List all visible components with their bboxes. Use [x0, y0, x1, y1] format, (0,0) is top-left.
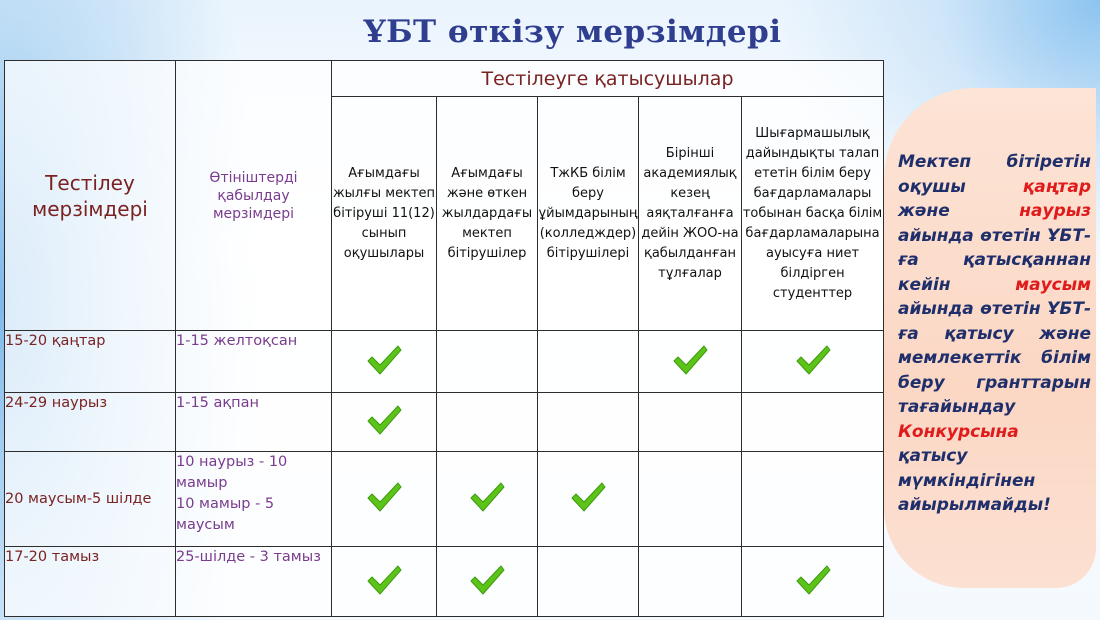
check-mark-icon — [366, 481, 402, 513]
schedule-table — [4, 60, 884, 617]
testing-date: 15-20 қаңтар — [5, 331, 176, 393]
application-date: 10 наурыз - 10 мамыр 10 мамыр - 5 маусым — [176, 452, 332, 547]
category-header: Шығармашылық дайындықты талап ететін білім беру бағдарламалары тобынан басқа білім бағдарламаларына ауысуға ниет білдірген студенттер — [742, 97, 884, 331]
check-mark-icon — [366, 344, 402, 376]
header-participants: Тестілеуге қатысушылар — [332, 61, 884, 97]
category-header: Бірінші академиялық кезең аяқталғанға дейін ЖОО-на қабылданған тұлғалар — [639, 97, 742, 331]
mark-cell — [437, 393, 538, 452]
category-header: ТжКБ білім беру ұйымдарының (колледждер) бітірушілері — [538, 97, 639, 331]
check-mark-icon — [795, 564, 831, 596]
table-row — [5, 331, 884, 393]
mark-cell — [639, 547, 742, 617]
testing-date: 17-20 тамыз — [5, 547, 176, 617]
check-mark-icon — [469, 481, 505, 513]
mark-cell — [742, 452, 884, 547]
testing-date: 20 маусым-5 шілде — [5, 452, 176, 547]
mark-cell — [639, 452, 742, 547]
check-mark-icon — [672, 344, 708, 376]
application-date: 1-15 ақпан — [176, 393, 332, 452]
table-row — [5, 452, 884, 547]
mark-cell — [742, 547, 884, 617]
mark-cell — [332, 393, 437, 452]
check-mark-icon — [366, 564, 402, 596]
testing-date: 24-29 наурыз — [5, 393, 176, 452]
application-date: 25-шілде - 3 тамыз — [176, 547, 332, 617]
category-header: Ағымдағы жылғы мектеп бітіруші 11(12) сынып оқушылары — [332, 97, 437, 331]
category-header: Ағымдағы және өткен жылдардағы мектеп бітірушілер — [437, 97, 538, 331]
application-date: 1-15 желтоқсан — [176, 331, 332, 393]
table-row — [5, 547, 884, 617]
check-mark-icon — [570, 481, 606, 513]
mark-cell — [639, 393, 742, 452]
check-mark-icon — [366, 404, 402, 436]
mark-cell — [742, 331, 884, 393]
side-note: Мектеп бітіретін оқушы қаңтар және наурыз айында өтетін ҰБТ-ға қатысқаннан кейін маусым айында өтетін ҰБТ-ға қатысу және мемлекеттік білім беру гранттарын тағайындау Конкурсына қатысу мүмкіндігінен айырылмайды! — [898, 152, 1091, 515]
check-mark-icon — [469, 564, 505, 596]
mark-cell — [742, 393, 884, 452]
header-application-dates: Өтініштерді қабылдау мерзімдері — [176, 61, 332, 331]
page-title: ҰБТ өткізу мерзімдері — [363, 14, 782, 50]
mark-cell — [332, 452, 437, 547]
table-row — [5, 393, 884, 452]
mark-cell — [538, 547, 639, 617]
mark-cell — [538, 393, 639, 452]
mark-cell — [437, 331, 538, 393]
mark-cell — [332, 331, 437, 393]
mark-cell — [538, 452, 639, 547]
mark-cell — [437, 452, 538, 547]
check-mark-icon — [795, 344, 831, 376]
header-testing-dates: Тестілеу мерзімдері — [5, 61, 176, 331]
mark-cell — [332, 547, 437, 617]
mark-cell — [639, 331, 742, 393]
mark-cell — [437, 547, 538, 617]
mark-cell — [538, 331, 639, 393]
